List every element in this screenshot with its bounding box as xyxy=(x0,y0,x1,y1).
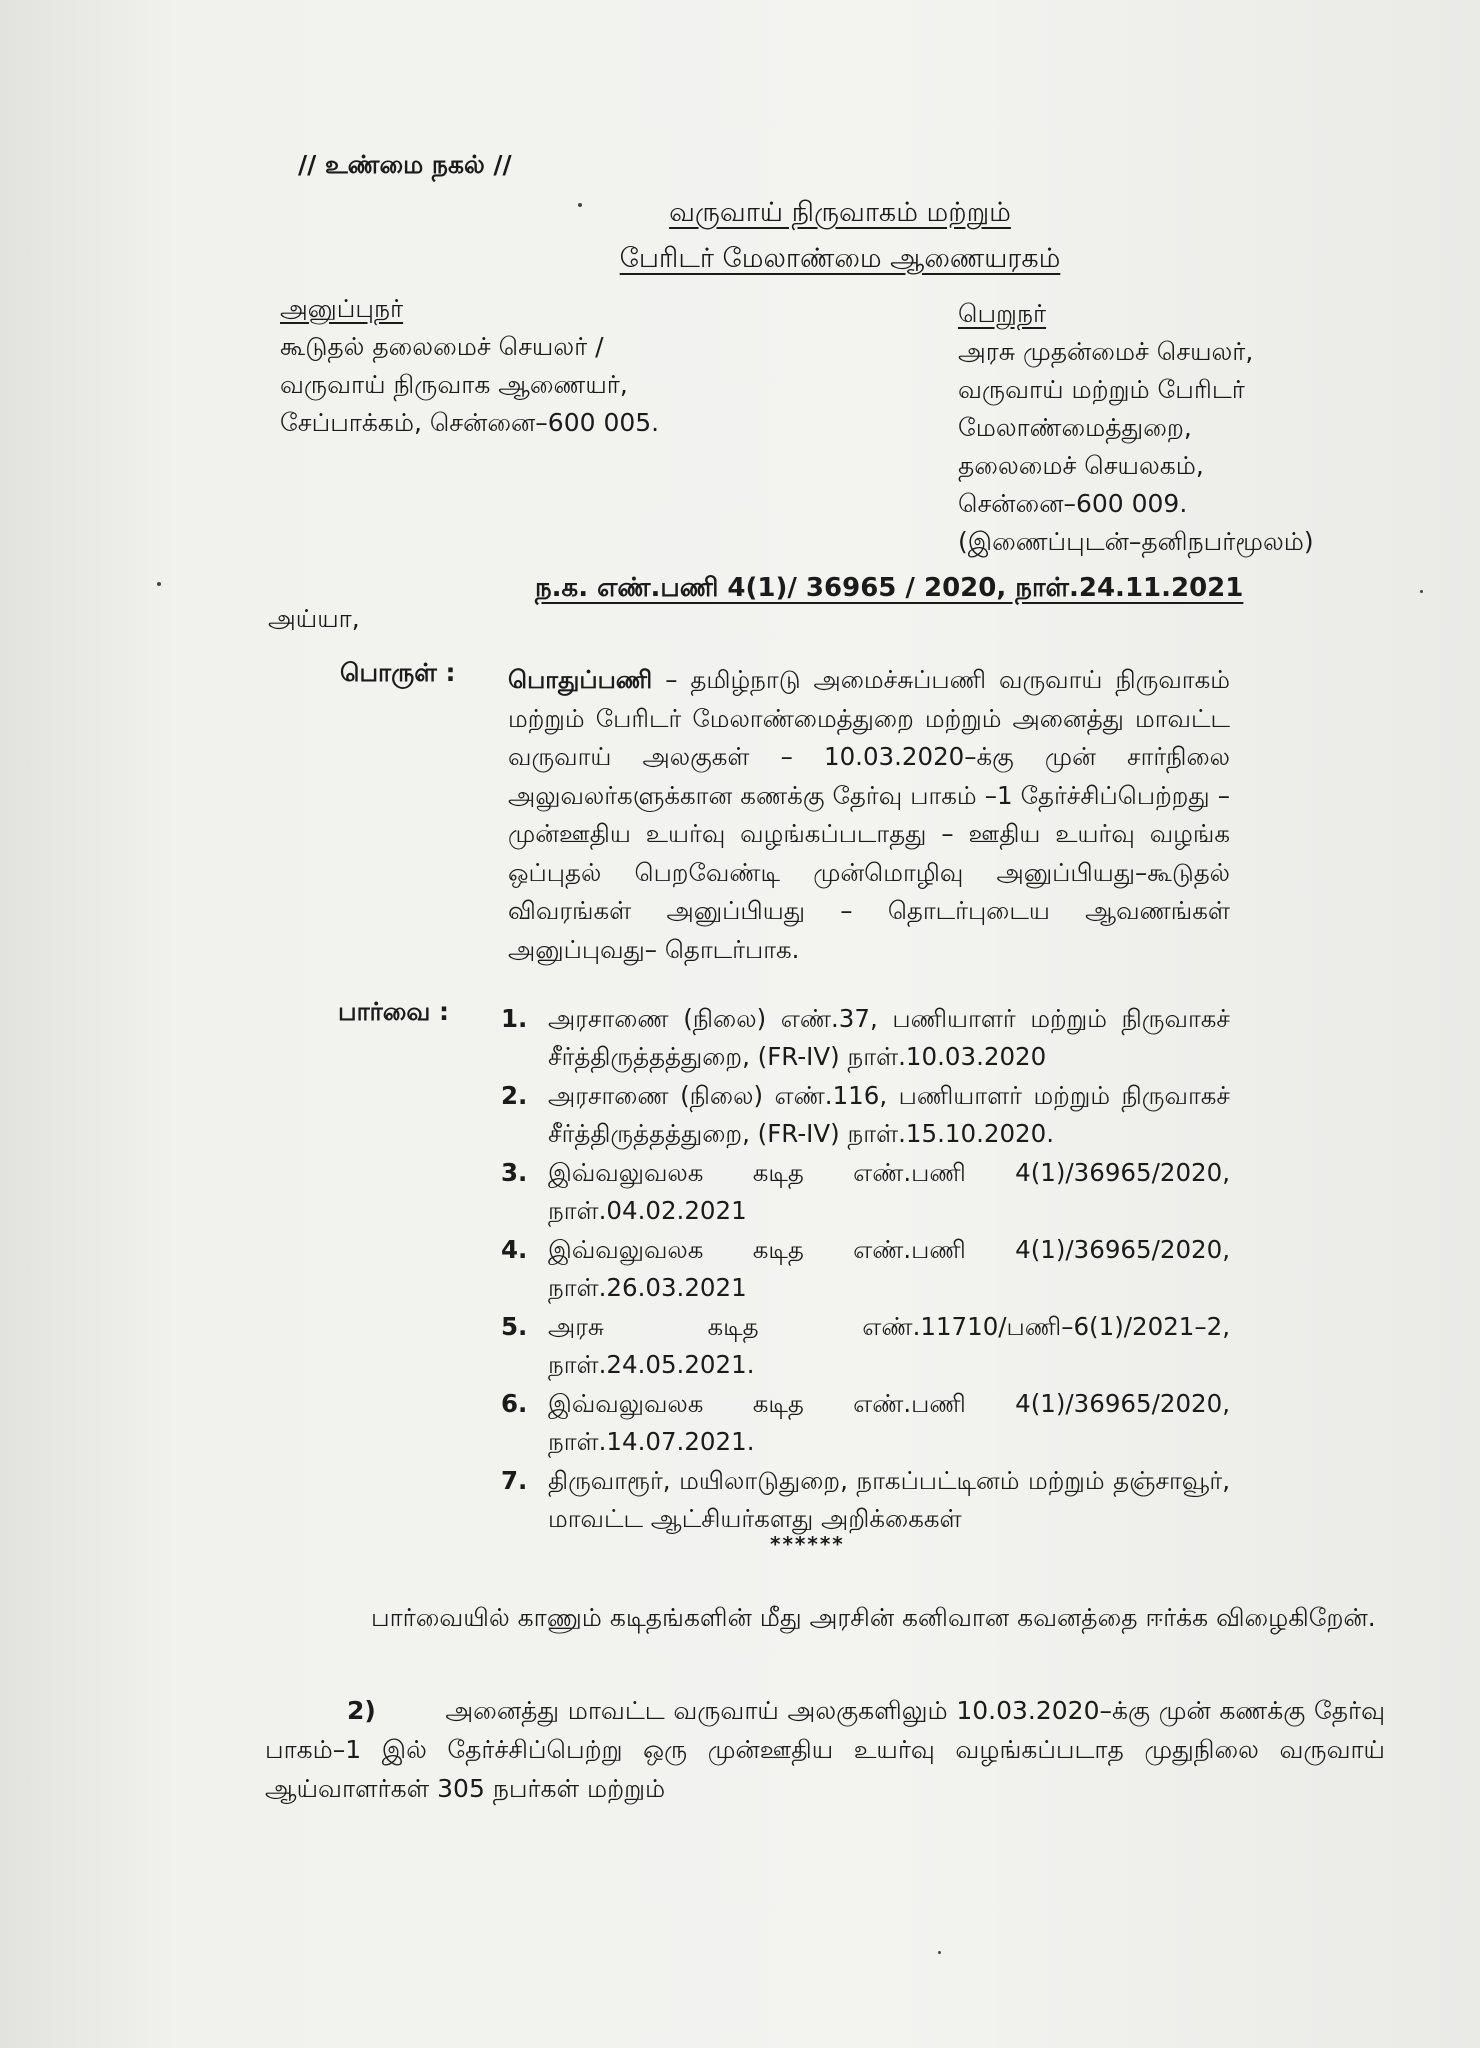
scan-speck xyxy=(1420,590,1423,593)
reference-text: திருவாரூர், மயிலாடுதுறை, நாகப்பட்டினம் மற்றும் தஞ்சாவூர், மாவட்ட ஆட்சியர்களது அறிக்கைகள் xyxy=(548,1466,1230,1533)
references-label: பார்வை : xyxy=(338,997,450,1026)
paragraph-text: அனைத்து மாவட்ட வருவாய் அலகுகளிலும் 10.03.2020–க்கு முன் கணக்கு தேர்வு பாகம்–1 இல் தேர்ச்சிப்பெற்று ஒரு முன்ஊதிய உயர்வு வழங்கப்படாத முதுநிலை வருவாய் ஆய்வாளர்கள் 305 நபர்கள் மற்றும் xyxy=(265,1696,1386,1803)
subject-text xyxy=(508,661,1230,969)
reference-number: 4. xyxy=(501,1235,528,1264)
sender-line: வருவாய் நிருவாக ஆணையர், xyxy=(280,370,628,399)
reference-item xyxy=(498,1462,1230,1538)
reference-item xyxy=(498,1077,1230,1153)
department-title-line-2: பேரிடர் மேலாண்மை ஆணையரகம் xyxy=(619,243,1061,274)
letter-reference-number: ந.க. எண்.பணி 4(1)/ 36965 / 2020, நாள்.24.11.2021 xyxy=(535,573,1244,603)
sender-label: அனுப்புநர் xyxy=(280,294,404,323)
subject-body: – தமிழ்நாடு அமைச்சுப்பணி வருவாய் நிருவாகம் மற்றும் பேரிடர் மேலாண்மைத்துறை மற்றும் அனைத்து மாவட்ட வருவாய் அலகுகள் – 10.03.2020–க்கு முன் சார்நிலை அலுவலர்களுக்கான கணக்கு தேர்வு பாகம் –1 தேர்ச்சிப்பெற்றது – முன்ஊதிய உயர்வு வழங்கப்படாதது – ஊதிய உயர்வு வழங்க ஒப்புதல் பெறவேண்டி முன்மொழிவு அனுப்பியது–கூடுதல் விவரங்கள் அனுப்பியது – தொடர்புடைய ஆவணங்கள் அனுப்புவது– தொடர்பாக. xyxy=(508,665,1230,964)
reference-item xyxy=(498,1308,1230,1384)
reference-text: அரசாணை (நிலை) எண்.37, பணியாளர் மற்றும் நிருவாகச் சீர்த்திருத்தத்துறை, (FR-IV) நாள்.10.03.2020 xyxy=(548,1004,1230,1071)
body-paragraph-2 xyxy=(265,1691,1385,1808)
references-list xyxy=(498,1000,1230,1539)
recipient-line: மேலாண்மைத்துறை, xyxy=(958,413,1192,442)
reference-item xyxy=(498,1154,1230,1230)
recipient-line: வருவாய் மற்றும் பேரிடர் xyxy=(958,375,1245,404)
salutation: அய்யா, xyxy=(268,604,360,633)
reference-item xyxy=(498,1385,1230,1461)
department-title-line-1: வருவாய் நிருவாகம் மற்றும் xyxy=(669,197,1011,228)
reference-number: 5. xyxy=(501,1312,528,1341)
reference-item xyxy=(498,1231,1230,1307)
reference-text: இவ்வலுவலக கடித எண்.பணி 4(1)/36965/2020, நாள்.26.03.2021 xyxy=(548,1235,1230,1302)
recipient-line: அரசு முதன்மைச் செயலர், xyxy=(958,337,1254,366)
reference-number: 6. xyxy=(501,1389,528,1418)
reference-text: இவ்வலுவலக கடித எண்.பணி 4(1)/36965/2020, நாள்.04.02.2021 xyxy=(548,1158,1230,1225)
true-copy-mark: // உண்மை நகல் // xyxy=(298,150,512,179)
recipient-address-block xyxy=(958,295,1314,561)
recipient-line: தலைமைச் செயலகம், xyxy=(958,451,1204,480)
recipient-line: சென்னை–600 009. xyxy=(958,489,1188,518)
scan-speck xyxy=(578,203,582,207)
reference-number: 1. xyxy=(501,1004,528,1033)
subject-label: பொருள் : xyxy=(340,658,456,687)
reference-text: அரசு கடித எண்.11710/பணி–6(1)/2021–2, நாள்.24.05.2021. xyxy=(548,1312,1230,1379)
section-separator: ****** xyxy=(770,1532,845,1556)
recipient-label: பெறுநர் xyxy=(958,299,1047,328)
reference-text: அரசாணை (நிலை) எண்.116, பணியாளர் மற்றும் நிருவாகச் சீர்த்திருத்தத்துறை, (FR-IV) நாள்.15.10.2020. xyxy=(548,1081,1230,1148)
paragraph-number: 2) xyxy=(347,1696,376,1725)
scan-speck xyxy=(157,582,161,586)
sender-address-block xyxy=(280,290,659,442)
reference-item xyxy=(498,1000,1230,1076)
body-paragraph-1: பார்வையில் காணும் கடிதங்களின் மீது அரசின் கனிவான கவனத்தை ஈர்க்க விழைகிறேன். xyxy=(371,1603,1376,1632)
recipient-line: (இணைப்புடன்–தனிநபர்மூலம்) xyxy=(958,527,1314,556)
reference-text: இவ்வலுவலக கடித எண்.பணி 4(1)/36965/2020, நாள்.14.07.2021. xyxy=(548,1389,1230,1456)
reference-number: 3. xyxy=(501,1158,528,1187)
scan-speck xyxy=(938,1951,941,1954)
reference-number: 7. xyxy=(501,1466,528,1495)
sender-line: கூடுதல் தலைமைச் செயலர் / xyxy=(280,332,604,361)
subject-lead: பொதுப்பணி xyxy=(508,665,653,694)
reference-number: 2. xyxy=(501,1081,528,1110)
sender-line: சேப்பாக்கம், சென்னை–600 005. xyxy=(280,408,660,437)
